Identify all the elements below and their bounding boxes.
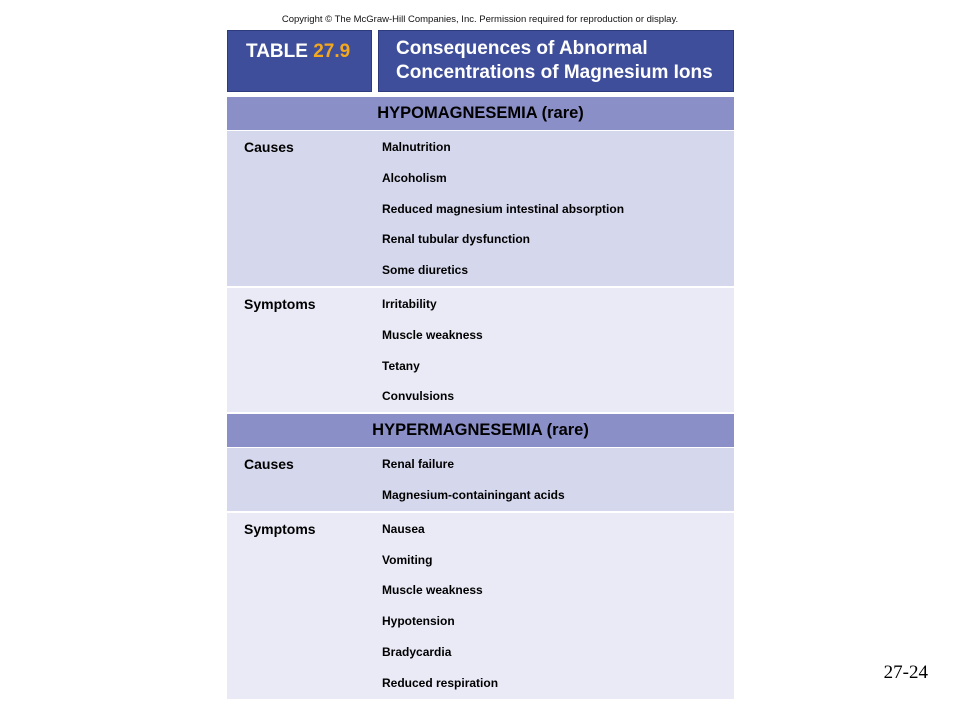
list-item: Nausea xyxy=(382,521,425,536)
table-title-line-2: Concentrations of Magnesium Ions xyxy=(396,62,713,83)
list-item: Hypotension xyxy=(382,614,455,629)
table-number: 27.9 xyxy=(313,41,351,62)
table-row-hypo-causes xyxy=(227,131,734,288)
page-number: 27-24 xyxy=(883,662,928,683)
row-label: Symptoms xyxy=(244,295,316,312)
section-heading-hypomagnesemia: HYPOMAGNESEMIA (rare) xyxy=(227,97,734,131)
list-item: Magnesium-containingant acids xyxy=(382,487,565,502)
table-title-box xyxy=(378,30,734,92)
list-item: Convulsions xyxy=(382,389,455,404)
list-item: Bradycardia xyxy=(382,644,452,659)
table-title-line-1: Consequences of Abnormal xyxy=(396,38,648,59)
table-label-box xyxy=(227,30,372,92)
table-label xyxy=(246,41,350,63)
list-item: Alcoholism xyxy=(382,170,447,185)
list-item: Renal tubular dysfunction xyxy=(382,232,531,247)
list-item: Reduced magnesium intestinal absorption xyxy=(382,201,625,216)
magnesium-table xyxy=(227,97,734,701)
row-label: Causes xyxy=(244,139,294,155)
row-label: Causes xyxy=(244,456,294,473)
list-item: Some diuretics xyxy=(382,263,469,278)
list-item: Tetany xyxy=(382,358,420,373)
table-row-hyper-symptoms xyxy=(227,513,734,701)
list-item: Malnutrition xyxy=(382,140,451,154)
section-heading-hypermagnesemia: HYPERMAGNESEMIA (rare) xyxy=(227,414,734,448)
row-label: Symptoms xyxy=(244,520,316,537)
table-row-hypo-symptoms xyxy=(227,288,734,414)
list-item: Vomiting xyxy=(382,552,433,567)
list-item: Irritability xyxy=(382,296,437,311)
list-item: Reduced respiration xyxy=(382,675,499,690)
table-row-hyper-causes xyxy=(227,448,734,513)
copyright-notice: Copyright © The McGraw-Hill Companies, Inc. Permission required for reproduction or display. xyxy=(281,14,679,25)
table-title xyxy=(396,37,713,85)
list-item: Renal failure xyxy=(382,457,455,472)
item-list xyxy=(227,513,734,699)
list-item: Muscle weakness xyxy=(382,583,483,598)
item-list xyxy=(227,131,734,286)
table-word: TABLE xyxy=(246,41,308,62)
list-item: Muscle weakness xyxy=(382,327,483,342)
item-list xyxy=(227,448,734,511)
